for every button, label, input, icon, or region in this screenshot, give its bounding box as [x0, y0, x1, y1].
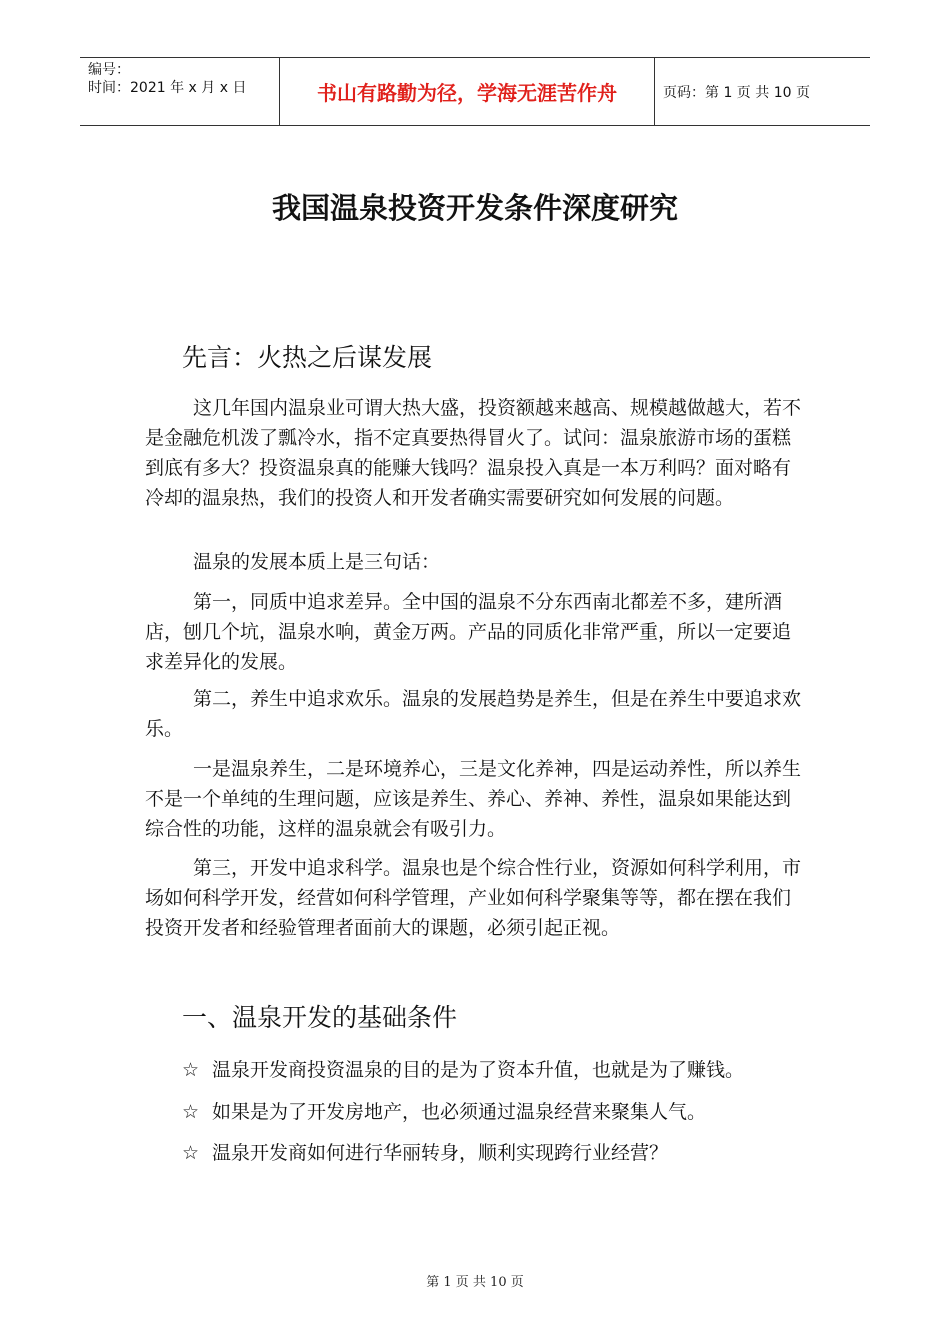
- list-item-text: 如果是为了开发房地产，也必须通过温泉经营来聚集人气。: [212, 1101, 707, 1123]
- star-icon: ☆: [182, 1059, 200, 1081]
- preface-paragraph-3: 第一，同质中追求差异。全中国的温泉不分东西南北都差不多，建所酒店，刨几个坑，温泉水响，黄金万两。产品的同质化非常严重，所以一定要追求差异化的发展。: [145, 591, 792, 673]
- list-item: [182, 1138, 668, 1165]
- header-meta: [80, 58, 280, 125]
- header-motto: 书山有路勤为径，学海无涯苦作舟: [280, 58, 655, 125]
- preface-paragraph-2: 温泉的发展本质上是三句话：: [193, 551, 441, 573]
- star-icon: ☆: [182, 1101, 200, 1123]
- section1-heading: 一、温泉开发的基础条件: [182, 1003, 458, 1032]
- preface-paragraph-4: 第二，养生中追求欢乐。温泉的发展趋势是养生，但是在养生中要追求欢乐。: [145, 688, 802, 740]
- preface-paragraph-6: 第三，开发中追求科学。温泉也是个综合性行业，资源如何科学利用，市场如何科学开发，经营如何科学管理，产业如何科学聚集等等，都在摆在我们投资开发者和经验管理者面前大的课题，必须引起正视。: [145, 857, 802, 939]
- page-header: [80, 57, 870, 126]
- page-footer: 第 1 页 共 10 页: [426, 1275, 524, 1290]
- document-title: 我国温泉投资开发条件深度研究: [271, 191, 678, 225]
- list-item-text: 温泉开发商如何进行华丽转身，顺利实现跨行业经营？: [212, 1142, 669, 1164]
- time-label: 时间：2021 年 x 月 x 日: [88, 80, 247, 96]
- header-page-info: 页码：第 1 页 共 10 页: [663, 84, 810, 101]
- preface-paragraph-1: 这几年国内温泉业可谓大热大盛，投资额越来越高、规模越做越大，若不是金融危机泼了瓢冷水，指不定真要热得冒火了。试问：温泉旅游市场的蛋糕到底有多大？投资温泉真的能赚大钱吗？温泉投入真是一本万利吗？面对略有冷却的温泉热，我们的投资人和开发者确实需要研究如何发展的问题。: [145, 397, 802, 509]
- list-item: [182, 1097, 706, 1124]
- preface-heading: 先言：火热之后谋发展: [182, 343, 433, 372]
- serial-number-label: 编号：: [88, 62, 130, 78]
- list-item-text: 温泉开发商投资温泉的目的是为了资本升值，也就是为了赚钱。: [212, 1059, 745, 1081]
- preface-paragraph-5: 一是温泉养生，二是环境养心，三是文化养神，四是运动养性，所以养生不是一个单纯的生理问题，应该是养生、养心、养神、养性，温泉如果能达到综合性的功能，这样的温泉就会有吸引力。: [145, 758, 802, 840]
- star-icon: ☆: [182, 1142, 200, 1164]
- list-item: [182, 1055, 744, 1082]
